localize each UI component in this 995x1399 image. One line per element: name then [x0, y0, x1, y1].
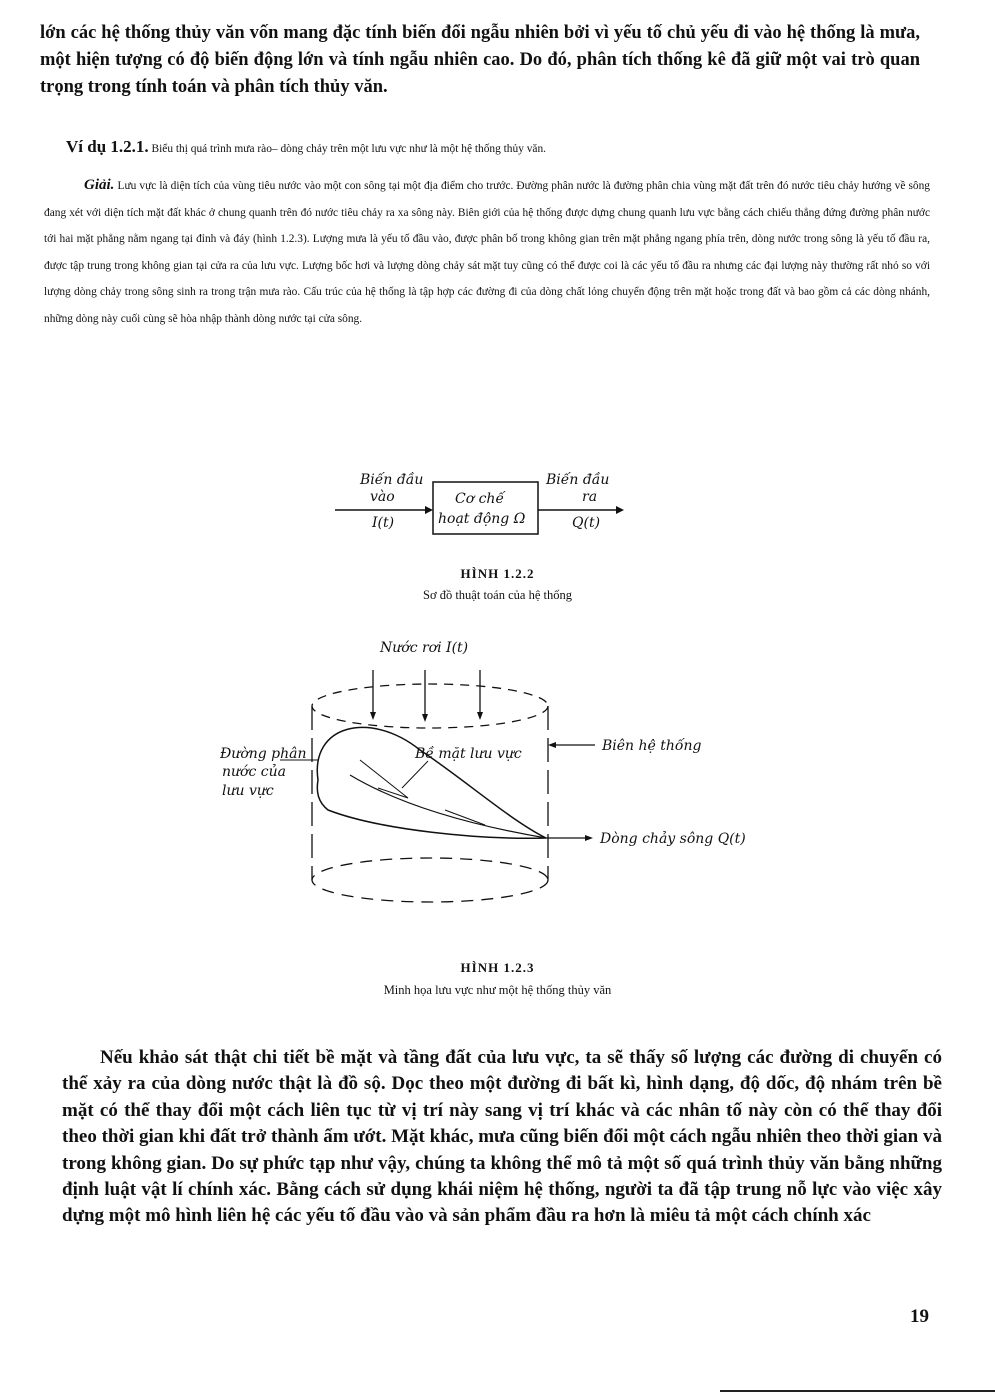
- example-paragraph: [44, 134, 930, 163]
- tributary: [445, 810, 485, 825]
- solution-paragraph: [44, 172, 930, 333]
- boundary-top-ellipse: [312, 684, 548, 728]
- output-label-1: Biến đầu: [546, 472, 610, 488]
- boundary-arrow-head: [548, 742, 556, 748]
- flow-label: Dòng chảy sông Q(t): [600, 831, 746, 847]
- bottom-paragraph: Nếu khảo sát thật chi tiết bề mặt và tầng đất của lưu vực, ta sẽ thấy số lượng các đường di chuyển có thể xảy ra của dòng nước thật là đồ sộ. Dọc theo một đường đi bất kì, hình dạng, độ dốc, độ nhám trên bề mặt có thể thay đổi một cách liên tục từ vị trí này sang vị trí khác và các nhân tố này còn có thể thay đổi theo thời gian khi đất trở thành ẩm ướt. Mặt khác, mưa cũng biến đổi một cách ngẫu nhiên theo thời gian và trong không gian. Do sự phức tạp như vậy, chúng ta không thể mô tả một số quá trình thủy văn bằng những định luật vật lí chính xác. Bằng cách sử dụng khái niệm hệ thống, người ta đã tập trung nỗ lực vào việc xây dựng một mô hình liên hệ các yếu tố đầu vào và sản phẩm đầu ra hơn là miêu tả một cách chính xác: [62, 1047, 942, 1227]
- boundary-label: Biên hệ thống: [602, 738, 702, 754]
- boundary-bottom-ellipse: [312, 858, 548, 902]
- surface-label: Bề mặt lưu vực: [415, 746, 522, 762]
- figure-1-2-3-diagram: [210, 630, 810, 920]
- rain-arrow-head: [422, 714, 428, 722]
- divide-label-1: Đường phân: [220, 746, 307, 762]
- figure-1-2-3-title: HÌNH 1.2.3: [460, 960, 535, 975]
- output-arrow-head: [616, 506, 624, 514]
- rain-arrow-head: [477, 712, 483, 720]
- input-symbol: I(t): [372, 515, 395, 531]
- example-label: Ví dụ 1.2.1.: [66, 137, 149, 156]
- output-symbol: Q(t): [572, 515, 601, 531]
- rain-arrow-head: [370, 712, 376, 720]
- main-stream: [350, 775, 546, 838]
- input-label-1: Biến đầu: [360, 472, 424, 488]
- page-number: 19: [910, 1306, 929, 1327]
- figure-1-2-2-caption: Sơ đồ thuật toán của hệ thống: [423, 588, 572, 602]
- example-text: Biểu thị quá trình mưa rào– dòng chảy trên một lưu vực như là một hệ thống thủy văn.: [151, 143, 547, 155]
- watershed-outline: [317, 727, 546, 838]
- top-paragraph: lớn các hệ thống thủy văn vốn mang đặc tính biến đổi ngẫu nhiên bởi vì yếu tố chủ yếu đi vào hệ thống là mưa, một hiện tượng có độ biến động lớn và tính ngẫu nhiên cao. Do đó, phân tích thống kê đã giữ một vai trò quan trọng trong tính toán và phân tích thủy văn.: [40, 23, 920, 97]
- figure-1-2-2-diagram: [320, 465, 640, 545]
- figure-1-2-3-caption: Minh họa lưu vực như một hệ thống thủy văn: [383, 983, 612, 997]
- surface-pointer: [402, 761, 428, 788]
- box-label-2: hoạt động Ω: [438, 511, 526, 527]
- footer-rule: [720, 1390, 995, 1392]
- divide-label-2: nước của: [222, 764, 286, 780]
- output-label-2: ra: [582, 489, 598, 505]
- solution-label: Giải.: [84, 177, 115, 193]
- rain-label: Nước rơi I(t): [380, 640, 469, 656]
- outflow-arrow-head: [585, 835, 593, 841]
- input-label-2: vào: [370, 489, 395, 505]
- input-arrow-head: [425, 506, 433, 514]
- divide-label-3: lưu vực: [222, 783, 274, 799]
- box-label-1: Cơ chế: [455, 491, 505, 507]
- figure-1-2-2-title: HÌNH 1.2.2: [460, 566, 535, 581]
- solution-text: Lưu vực là diện tích của vùng tiêu nước vào một con sông tại một địa điểm cho trước. Đường phân nước là đường phân chia vùng mặt đất trên đó nước tiêu chảy hướng về sông đang xét với diện tích mặt đất khác ở chung quanh trên đó nước tiêu chảy ra xa sông này. Biên giới của hệ thống được dựng chung quanh lưu vực bằng cách chiếu thẳng đứng đường phân nước tới hai mặt phẳng nằm ngang tại đỉnh và đáy (hình 1.2.3). Lượng mưa là yếu tố đầu vào, được phân bố trong không gian trên mặt phẳng ngang phía trên, dòng nước trong sông là yếu tố đầu ra, được tập trung trong không gian tại cửa ra của lưu vực. Lượng bốc hơi và lượng dòng chảy sát mặt tuy cũng có thể được coi là các yếu tố đầu ra nhưng các đại lượng này thường rất nhỏ so với lượng dòng chảy trong sông sinh ra trong trận mưa rào. Cấu trúc của hệ thống là tập hợp các đường đi của dòng chất lỏng chuyển động trên mặt hoặc trong đất và bao gồm cả các dòng nhánh, những dòng này cuối cùng sẽ hòa nhập thành dòng nước tại cửa sông.: [44, 180, 930, 325]
